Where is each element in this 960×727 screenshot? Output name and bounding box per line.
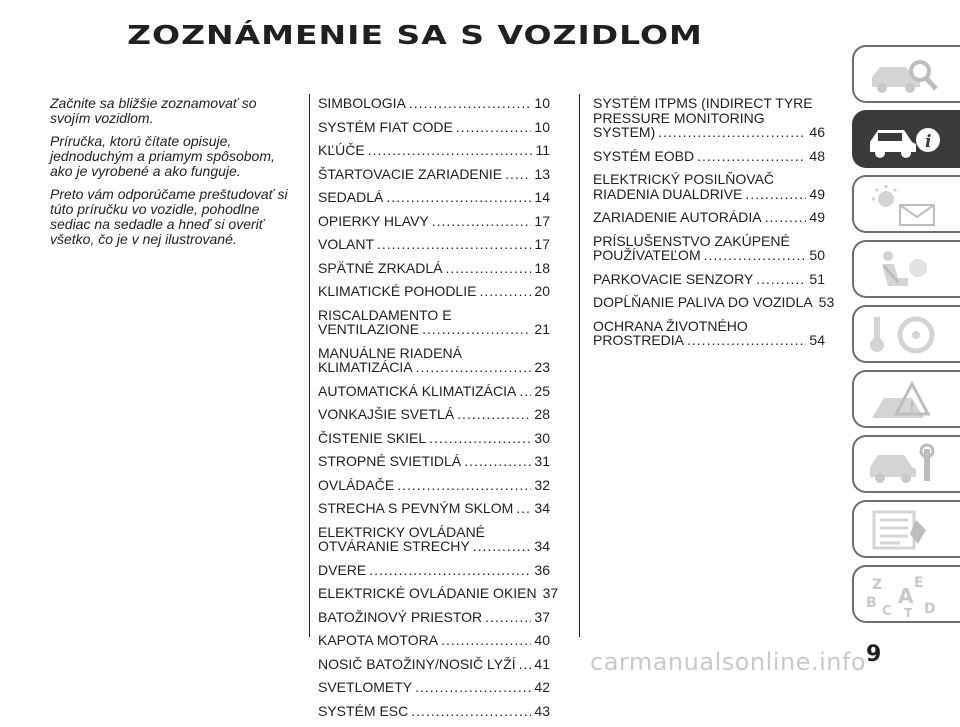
toc-entry-title: NOSIČ BATOŽINY/NOSIČ LYŽÍ [318,655,516,672]
toc-entry[interactable] [318,143,550,158]
toc-entry[interactable] [593,96,825,140]
toc-leader-dots [485,610,531,625]
toc-entry-title: ELEKTRICKY OVLÁDANÉ [318,523,486,540]
toc-entry[interactable] [593,294,835,310]
toc-entry-title: ŠTARTOVACIE ZARIADENIE [318,165,503,182]
toc-entry-title: OPIERKY HLAVY [318,212,429,229]
toc-leader-dots [745,187,806,202]
toc-entry[interactable] [593,149,825,164]
toc-leader-dots [519,384,531,399]
toc-entry-page: 10 [534,118,550,135]
car-wrench-icon [864,443,944,487]
tab-warning-lights[interactable] [852,175,960,233]
index-letter: A [898,584,914,608]
toc-entry-title: VONKAJŠIE SVETLÁ [318,406,455,422]
toc-entry-title: PRESSURE MONITORING [593,109,765,126]
toc-entry-page: 42 [534,679,550,695]
svg-text:i: i [925,132,932,152]
toc-entry-title: OVLÁDAČE [318,476,395,493]
column-divider [579,94,580,637]
toc-entry-title: DVERE [318,561,367,578]
toc-entry-title: VOLANT [318,236,375,252]
toc-entry-page: 46 [809,124,825,140]
toc-entry-page: 48 [809,147,825,164]
toc-entry-page: 54 [809,332,825,348]
toc-leader-dots [457,407,531,422]
toc-entry-title: SPÄTNÉ ZRKADLÁ [318,259,443,276]
index-letter: B [866,595,877,611]
toc-entry[interactable] [318,96,550,111]
toc-entry-title: SYSTÉM ITPMS (INDIRECT TYRE [593,95,813,111]
toc-leader-dots [658,125,806,140]
car-search-icon [864,53,944,97]
tab-safety[interactable] [852,240,960,298]
toc-entry-page: 34 [534,538,550,554]
toc-entry[interactable] [593,319,825,348]
toc-entry[interactable] [318,633,550,648]
toc-leader-dots [464,454,531,469]
toc-entry-title: SYSTÉM ESC [318,702,409,719]
toc-leader-dots [386,190,531,205]
toc-column-1 [318,95,559,727]
toc-entry-page: 11 [535,142,550,158]
toc-leader-dots [397,478,531,493]
toc-leader-dots [432,214,532,229]
index-letter: Z [872,577,883,593]
toc-column-2 [593,95,835,357]
toc-entry-title: SYSTÉM FIAT CODE [318,118,453,135]
toc-entry-page: 30 [534,429,550,446]
toc-entry[interactable] [318,237,550,252]
toc-leader-dots [479,284,531,299]
key-steering-wheel-icon [864,313,944,357]
toc-entry[interactable] [318,563,550,578]
toc-entry-title: KLIMATIZÁCIA [318,359,413,375]
toc-entry-title: BATOŽINOVÝ PRIESTOR [318,608,483,625]
toc-entry-page: 49 [809,209,825,225]
toc-leader-dots [505,167,531,182]
intro-paragraph: Začnite sa bližšie zoznamovať so svojím vozidlom. [50,95,257,126]
toc-entry-page: 23 [534,359,550,375]
toc-entry-page: 50 [809,247,825,263]
toc-entry[interactable] [318,407,550,422]
toc-leader-dots [473,539,532,554]
toc-entry-page: 37 [542,585,559,601]
toc-leader-dots [416,360,532,375]
toc-entry[interactable] [318,308,550,337]
toc-entry-title: ZARIADENIE AUTORÁDIA [593,209,762,225]
toc-entry-title: POUŽÍVATEĽOM [593,247,701,263]
toc-entry[interactable] [593,172,825,201]
toc-entry[interactable] [318,261,550,276]
toc-leader-dots [422,322,531,337]
car-info-icon [864,118,944,162]
toc-entry-page: 49 [809,185,825,202]
toc-leader-dots [415,680,531,695]
toc-entry[interactable] [318,190,550,205]
toc-leader-dots [429,431,531,446]
tab-emergency[interactable] [852,370,960,428]
column-divider [309,94,310,637]
tab-car-search[interactable] [852,45,960,103]
toc-entry-page: 21 [534,321,550,337]
toc-entry-page: 32 [534,476,550,493]
intro-paragraph: Príručka, ktorú čítate opisuje, jednoduchým a priamym spôsobom, ako je vyrobené a ako funguje. [50,133,275,179]
toc-entry[interactable] [318,680,550,695]
toc-entry-page: 53 [818,294,835,310]
toc-entry-page: 10 [534,95,550,111]
toc-entry[interactable] [318,284,550,299]
warning-light-envelope-icon [864,183,944,227]
toc-entry[interactable] [318,501,550,516]
toc-entry-page: 28 [534,406,550,422]
index-letter: D [924,601,936,617]
toc-leader-dots [368,143,533,158]
intro-text [50,96,300,255]
toc-entry-page: 25 [534,382,550,399]
toc-entry[interactable] [593,234,825,263]
toc-entry-page: 18 [534,259,550,276]
toc-entry-title: VENTILAZIONE [318,321,420,337]
toc-entry-title: SVETLOMETY [318,679,413,695]
toc-entry-title: KAPOTA MOTORA [318,632,439,648]
toc-entry[interactable] [318,120,550,135]
toc-leader-dots [441,633,531,648]
tab-technical-data[interactable] [852,500,960,558]
toc-entry-page: 14 [534,189,550,205]
toc-entry[interactable] [318,431,550,446]
toc-leader-dots [756,272,806,287]
toc-entry-title: OTVÁRANIE STRECHY [318,538,470,554]
road-warning-icon [864,378,944,422]
intro-paragraph: Preto vám odporúčame preštudovať si túto príručku vo vozidle, pohodlne sediac na sedadle a hneď si overiť všetko, čo je v nej ilustrované. [50,186,288,247]
chapter-tabs [852,45,960,630]
alphabet-index-icon [864,573,944,617]
toc-entry-title: STRECHA S PEVNÝM SKLOM [318,500,514,516]
toc-entry-title: OCHRANA ŽIVOTNÉHO [593,317,748,334]
toc-entry-title: ELEKTRICKÝ POSILŇOVAČ [593,171,775,187]
toc-entry-title: SEDADLÁ [318,189,384,205]
toc-entry[interactable] [318,214,550,229]
spec-list-icon [864,508,944,552]
toc-entry-page: 17 [534,236,550,252]
toc-leader-dots [456,120,532,135]
toc-entry-title: SYSTÉM EOBD [593,147,695,164]
toc-entry-page: 37 [534,608,550,625]
tab-maintenance[interactable] [852,435,960,493]
toc-entry[interactable] [318,525,550,554]
toc-entry-title: SIMBOLOGIA [318,95,406,111]
watermark: carmanualsonline.info [590,648,867,676]
toc-entry[interactable] [593,210,825,225]
toc-leader-dots [519,657,532,672]
toc-entry[interactable] [318,657,550,672]
toc-leader-dots [377,237,531,252]
toc-entry-title: PARKOVACIE SENZORY [593,270,754,287]
toc-entry-title: PROSTREDIA [593,332,685,348]
toc-leader-dots [409,96,532,111]
toc-entry[interactable] [318,167,550,182]
toc-entry[interactable] [318,610,550,625]
toc-entry[interactable] [318,704,550,719]
toc-leader-dots [369,563,531,578]
toc-entry-title: ELEKTRICKÉ OVLÁDANIE OKIEN [318,585,537,601]
toc-leader-dots [411,704,531,719]
toc-entry[interactable] [318,454,550,469]
toc-entry-page: 41 [534,655,550,672]
toc-leader-dots [697,149,806,164]
toc-entry-title: SYSTEM) [593,124,656,140]
toc-leader-dots [687,333,806,348]
toc-entry-page: 51 [809,270,825,287]
toc-leader-dots [765,210,807,225]
toc-entry[interactable] [318,585,559,601]
toc-entry-page: 20 [534,283,550,299]
toc-entry-page: 40 [534,632,550,648]
tab-index[interactable] [852,565,960,623]
toc-entry-title: ČISTENIE SKIEL [318,429,427,446]
toc-entry[interactable] [318,346,550,375]
toc-entry-page: 34 [534,500,550,516]
toc-entry-page: 13 [534,165,550,182]
page-title: ZOZNÁMENIE SA S VOZIDLOM [127,20,703,51]
toc-entry[interactable] [593,272,825,287]
index-letter: E [914,575,924,591]
toc-entry-page: 36 [534,561,550,578]
index-letter: T [904,606,913,617]
toc-leader-dots [445,261,531,276]
svg-text:!: ! [909,400,915,415]
toc-entry-page: 17 [534,212,550,229]
toc-entry[interactable] [318,384,550,399]
page-number: 9 [866,642,882,667]
toc-entry[interactable] [318,478,550,493]
toc-leader-dots [704,248,807,263]
toc-entry-title: MANUÁLNE RIADENÁ [318,344,462,361]
toc-entry-page: 31 [534,453,550,469]
toc-entry-title: RISCALDAMENTO E [318,306,452,323]
index-letter: C [882,604,892,617]
toc-entry-page: 43 [534,702,550,719]
toc-entry-title: KĽÚČE [318,142,365,158]
tab-car-info[interactable] [852,110,960,168]
toc-leader-dots [516,501,531,516]
seat-airbag-icon [864,248,944,292]
tab-starting[interactable] [852,305,960,363]
toc-entry-title: DOPĹŇANIE PALIVA DO VOZIDLA [593,294,813,310]
toc-entry-title: PRÍSLUŠENSTVO ZAKÚPENÉ [593,232,790,249]
toc-entry-title: AUTOMATICKÁ KLIMATIZÁCIA [318,382,517,399]
toc-entry-title: STROPNÉ SVIETIDLÁ [318,453,462,469]
toc-entry-title: KLIMATICKÉ POHODLIE [318,283,477,299]
toc-entry-title: RIADENIA DUALDRIVE [593,185,743,202]
